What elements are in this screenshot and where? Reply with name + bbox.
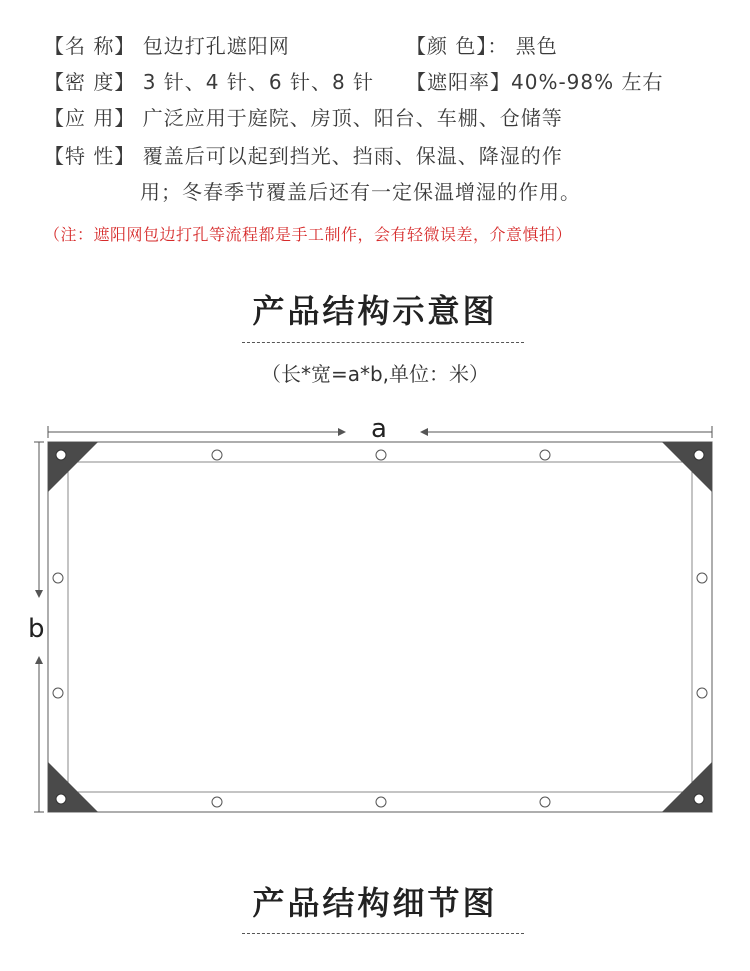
grommet-icon — [212, 450, 222, 460]
grommet-icon — [694, 794, 704, 804]
spec-key: 【颜 色】 — [406, 34, 488, 58]
arrow-up-icon — [35, 656, 43, 664]
spec-key: 【名 称】 — [44, 34, 136, 58]
detail-title: 产品结构细节图 — [252, 884, 498, 922]
grommet-icon — [376, 797, 386, 807]
spec-value: 覆盖后可以起到挡光、挡雨、保温、降湿的作 — [142, 144, 563, 168]
arrow-right-icon — [338, 428, 346, 436]
spec-value: 40%-98% 左右 — [511, 70, 664, 94]
spec-key: 【应 用】 — [44, 106, 136, 130]
grommet-icon — [212, 797, 222, 807]
grommet-icon — [540, 797, 550, 807]
spec-key: 【特 性】 — [44, 144, 136, 168]
net-hem-edge — [68, 462, 692, 792]
dimension-label-a: a — [371, 414, 387, 444]
spec-value: 用；冬春季节覆盖后还有一定保温增湿的作用。 — [140, 180, 581, 204]
disclaimer-note: （注：遮阳网包边打孔等流程都是手工制作，会有轻微误差，介意慎拍） — [44, 225, 573, 244]
spec-key: 【遮阳率】 — [406, 70, 511, 94]
spec-value: 包边打孔遮阳网 — [142, 34, 290, 58]
dimension-label-b: b — [28, 614, 45, 644]
arrow-left-icon — [420, 428, 428, 436]
structure-title: 产品结构示意图 — [252, 292, 498, 330]
grommet-icon — [56, 794, 66, 804]
grommet-icon — [694, 450, 704, 460]
title-divider — [242, 933, 524, 934]
grommet-icon — [53, 573, 63, 583]
spec-value: 广泛应用于庭院、房顶、阳台、车棚、仓储等 — [142, 106, 563, 130]
grommet-icon — [56, 450, 66, 460]
structure-subtitle: （长*宽=a*b,单位：米） — [260, 362, 490, 386]
grommet-icon — [376, 450, 386, 460]
spec-key: 【密 度】 — [44, 70, 136, 94]
grommet-icon — [53, 688, 63, 698]
grommet-icon — [697, 573, 707, 583]
arrow-down-icon — [35, 590, 43, 598]
grommet-icon — [697, 688, 707, 698]
spec-value: 3 针、4 针、6 针、8 针 — [142, 70, 375, 94]
spec-value: ： 黑色 — [487, 34, 558, 58]
grommet-icon — [540, 450, 550, 460]
